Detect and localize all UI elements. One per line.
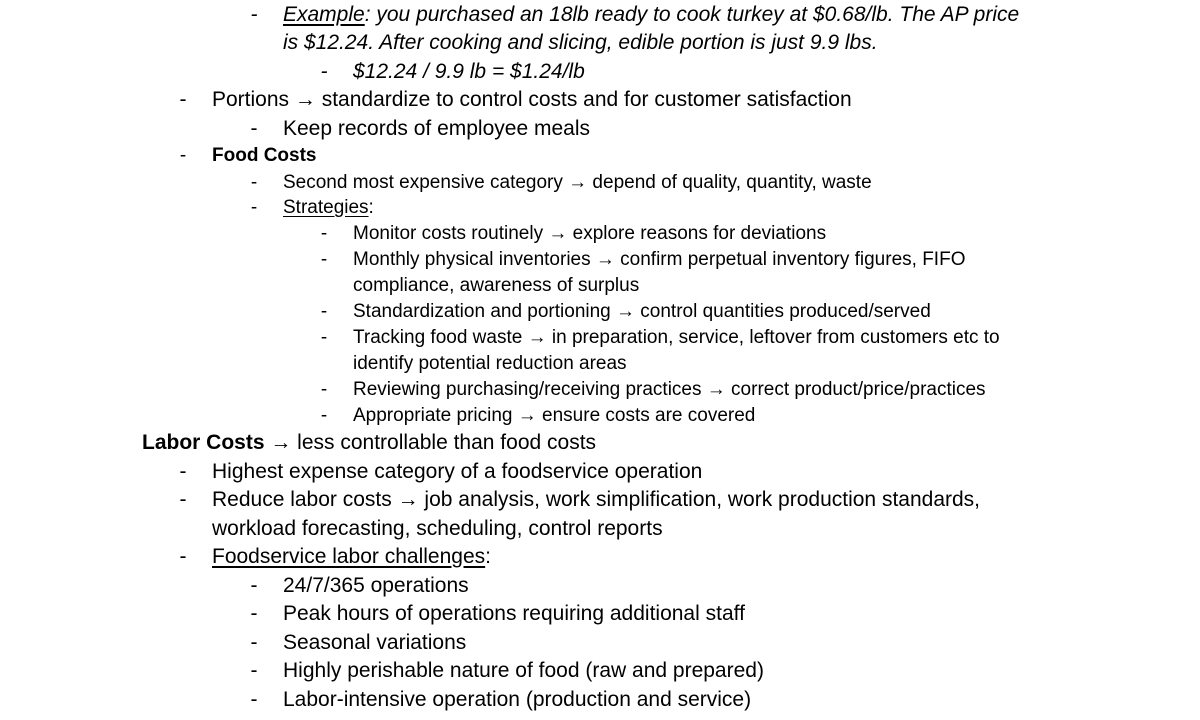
bullet-dash: -: [250, 659, 258, 682]
line-text: [212, 86, 852, 114]
line-text: [283, 115, 590, 143]
underlined-text: Strategies: [283, 197, 369, 218]
bullet-dash: -: [250, 688, 258, 711]
text-run: Second most expensive category → depend of quality, quantity, waste: [283, 172, 872, 193]
text-run: :: [368, 197, 374, 218]
bullet-dash: -: [179, 88, 187, 111]
text-run: Reduce labor costs → job analysis, work simplification, work production standards,: [212, 488, 981, 511]
bullet-dash: -: [320, 405, 328, 426]
line-text: [283, 29, 878, 57]
text-run: Portions → standardize to control costs and for customer satisfaction: [212, 88, 852, 111]
text-run: Highly perishable nature of food (raw and prepared): [283, 659, 764, 682]
bullet-dash: -: [250, 631, 258, 654]
text-run: Appropriate pricing → ensure costs are covered: [353, 405, 756, 426]
text-run: Reviewing purchasing/receiving practices → correct product/price/practices: [353, 379, 986, 400]
line-text: [212, 543, 491, 571]
bullet-dash: -: [250, 3, 258, 26]
line-text: [353, 273, 639, 299]
line-text: [353, 58, 585, 86]
text-run: $12.24 / 9.9 lb = $1.24/lb: [353, 60, 585, 83]
underlined-text: Example: [283, 3, 365, 26]
bullet-dash: -: [179, 460, 187, 483]
text-run: identify potential reduction areas: [353, 353, 627, 374]
line-text: [283, 1, 1019, 29]
bullet-dash: -: [250, 172, 258, 193]
bullet-dash: -: [179, 545, 187, 568]
line-text: [212, 143, 317, 169]
bullet-dash: -: [250, 197, 258, 218]
line-text: [283, 629, 466, 657]
text-run: : you purchased an 18lb ready to cook turkey at $0.68/lb. The AP price: [364, 3, 1020, 26]
line-text: [142, 429, 596, 457]
text-run: Monitor costs routinely → explore reasons for deviations: [353, 223, 827, 244]
line-text: [283, 686, 751, 714]
text-run: Highest expense category of a foodservice operation: [212, 460, 703, 483]
bullet-dash: -: [320, 379, 328, 400]
bold-text: Food Costs: [212, 145, 317, 166]
line-text: [212, 486, 980, 514]
line-text: [353, 351, 627, 377]
text-run: is $12.24. After cooking and slicing, edible portion is just 9.9 lbs.: [283, 31, 878, 54]
underlined-text: Foodservice labor challenges: [212, 545, 486, 568]
bullet-dash: -: [250, 574, 258, 597]
text-run: Keep records of employee meals: [283, 117, 590, 140]
bullet-dash: -: [320, 301, 328, 322]
bullet-dash: -: [320, 60, 328, 83]
text-run: Seasonal variations: [283, 631, 467, 654]
line-text: [212, 458, 702, 486]
bullet-dash: -: [320, 223, 328, 244]
text-run: :: [485, 545, 491, 568]
line-text: [353, 403, 755, 429]
text-run: Peak hours of operations requiring additional staff: [283, 602, 745, 625]
text-run: → less controllable than food costs: [264, 431, 597, 454]
bullet-dash: -: [250, 117, 258, 140]
line-text: [283, 657, 764, 685]
line-text: [212, 515, 663, 543]
line-text: [283, 572, 469, 600]
bullet-dash: -: [320, 249, 328, 270]
text-run: workload forecasting, scheduling, control reports: [212, 517, 663, 540]
text-run: compliance, awareness of surplus: [353, 275, 640, 296]
line-text: [283, 600, 745, 628]
text-run: Labor-intensive operation (production and service): [283, 688, 752, 711]
line-text: [353, 377, 986, 403]
line-text: [283, 170, 872, 196]
bullet-dash: -: [250, 602, 258, 625]
text-run: 24/7/365 operations: [283, 574, 469, 597]
line-text: [353, 247, 965, 273]
bullet-dash: -: [179, 488, 187, 511]
bold-text: Labor Costs: [142, 431, 265, 454]
line-text: [353, 221, 826, 247]
text-run: Tracking food waste → in preparation, service, leftover from customers etc to: [353, 327, 1000, 348]
text-run: Monthly physical inventories → confirm perpetual inventory figures, FIFO: [353, 249, 966, 270]
line-text: [283, 195, 374, 221]
text-run: Standardization and portioning → control quantities produced/served: [353, 301, 931, 322]
bullet-dash: -: [179, 145, 187, 166]
line-text: [353, 299, 931, 325]
bullet-dash: -: [320, 327, 328, 348]
line-text: [353, 325, 1000, 351]
